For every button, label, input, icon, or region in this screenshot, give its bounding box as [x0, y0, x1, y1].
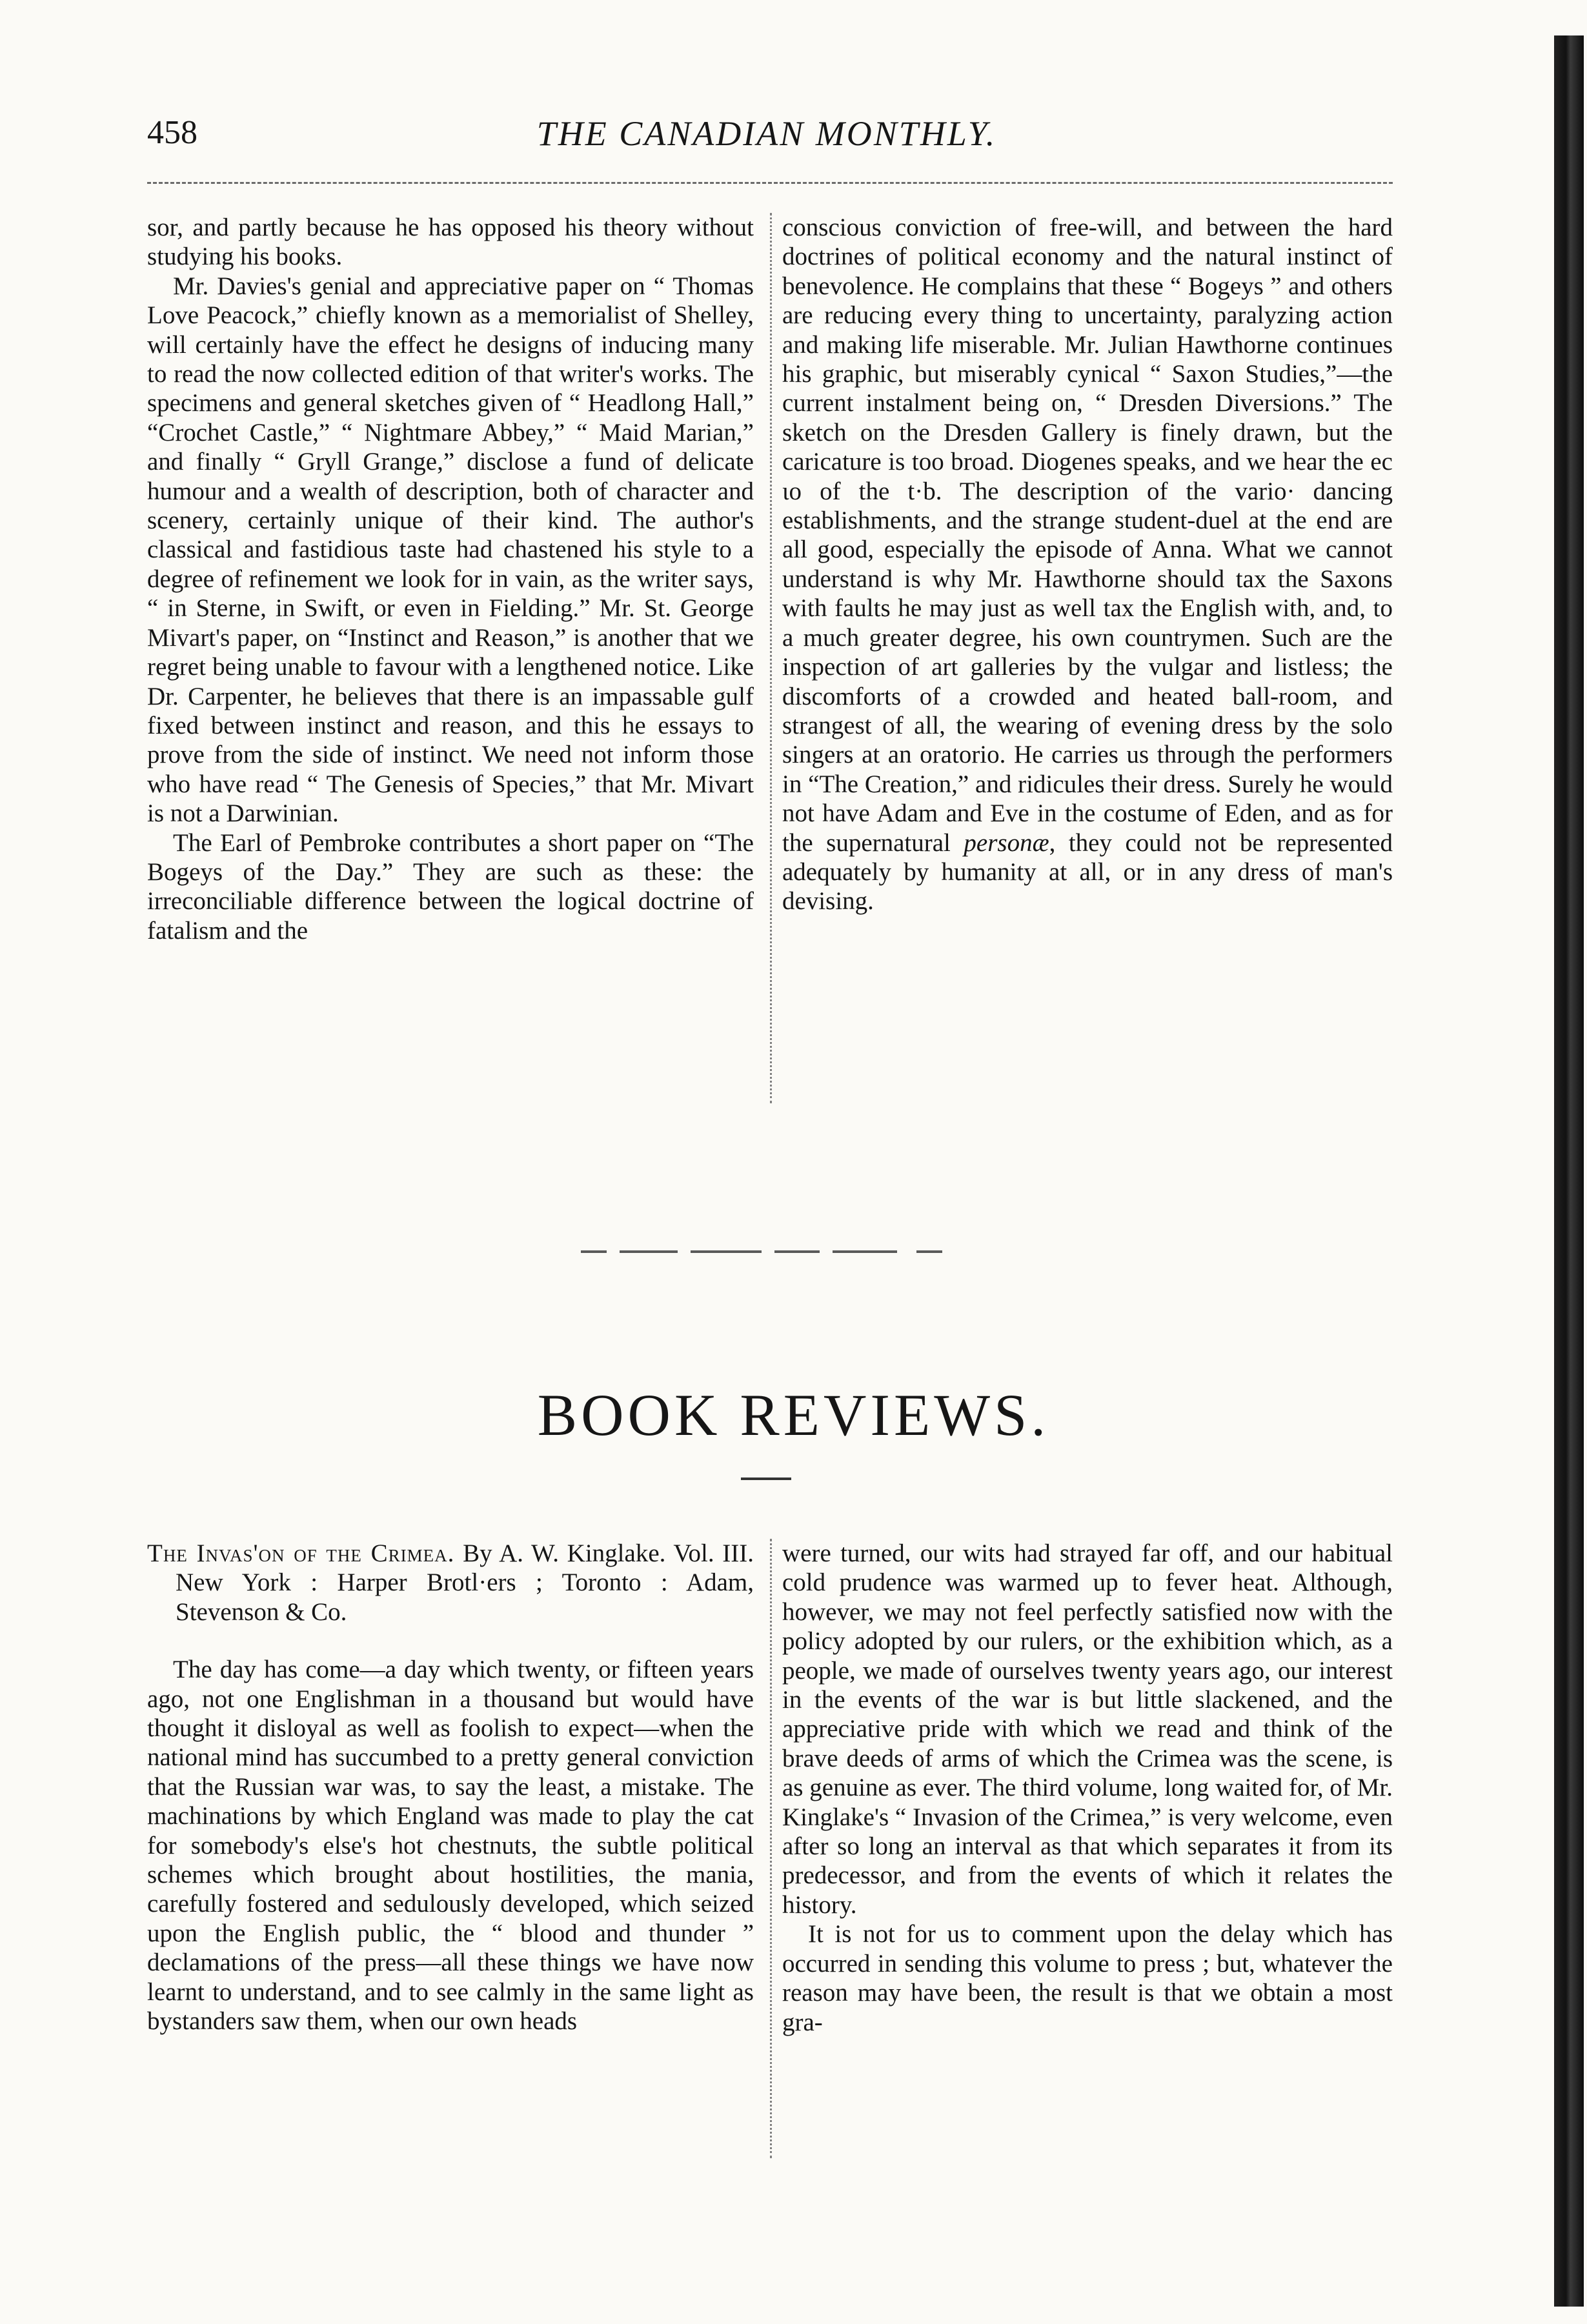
column-divider	[770, 213, 772, 1103]
header-rule	[147, 182, 1393, 184]
binding-edge	[1554, 35, 1584, 2307]
review-book-title: The Invas'on of the Crimea.	[147, 1539, 455, 1567]
paragraph: sor, and partly because he has opposed his theory without studying his books.	[147, 214, 754, 271]
paragraph	[782, 213, 1393, 916]
review-publication-details: By A. W. Kinglake. Vol. III. New York : Harper Brotl·ers ; Toronto : Adam, Stevenson & Co.	[176, 1539, 754, 1626]
top-right-column	[782, 213, 1393, 916]
italic-word: personæ	[964, 828, 1049, 857]
paragraph: The day has come—a day which twenty, or fifteen years ago, not one Englishman in a thousand but would have thought it disloyal as well as foolish to expect—when the national mind has succumbed to a pretty general conviction that the Russian war was, to say the least, a mistake. The machinations by which England was made to play the cat for somebody's else's hot chestnuts, the subtle political schemes which brought about hostilities, the mania, carefully fostered and sedulously developed, which seized upon the English public, the “ blood and thunder ” declamations of the press—all these things we have now learnt to understand, and to see calmly in the same light as bystanders saw them, when our own heads	[147, 1656, 754, 2036]
heading-rule	[741, 1478, 791, 1480]
top-left-column	[147, 213, 754, 945]
page-header	[147, 108, 1399, 166]
text-run: conscious conviction of free-will, and between the hard doctrines of political economy and the natural instinct of benevolence. He complains that these “ Bogeys ” and others are reducing every thing to uncertainty, paralyzing action and making life miserable. Mr. Julian Hawthorne continues his graphic, but miserably cynical “ Saxon Studies,”—the current instalment being on, “ Dresden Diversions.” The sketch on the Dresden Gallery is finely drawn, but the caricature is too broad. Diogenes speaks, and we hear the ec ιo of the t·b. The description of the vario· dancing establishments, and the strange student-duel at the end are all good, especially the episode of Anna. What we cannot understand is why Mr. Hawthorne should tax the Saxons with faults he may just as well tax the English with, and, to a much greater degree, his own countrymen. Such are the inspection of art galleries by the vulgar and listless; the discomforts of a crowded and heated ball-room, and strangest of all, the wearing of evening dress by the solo singers at an oratorio. He carries us through the performers in “The Creation,” and ridicules their dress. Surely he would not have Adam and Eve in the costume of Eden, and as for the supernatural	[782, 214, 1393, 857]
paragraph: It is not for us to comment upon the delay which has occurred in sending this volume to press ; but, whatever the reason may have been, the result is that we obtain a most gra-	[782, 1920, 1393, 2036]
review-left-column	[147, 1539, 754, 2036]
review-right-column	[782, 1539, 1393, 2037]
review-citation	[147, 1539, 754, 1627]
section-ornament	[568, 1245, 955, 1258]
page-number: 458	[147, 114, 197, 151]
running-title: THE CANADIAN MONTHLY.	[536, 114, 997, 153]
paragraph: Mr. Davies's genial and appreciative paper on “ Thomas Love Peacock,” chiefly known as a memorialist of Shelley, will certainly have the effect he designs of inducing many to read the now collected edition of that writer's works. The specimens and general sketches given of “ Headlong Hall,” “Crochet Castle,” “ Nightmare Abbey,” “ Maid Marian,” and finally “ Gryll Grange,” disclose a fund of delicate humour and a wealth of description, both of character and scenery, certainly unique of their kind. The author's classical and fastidious taste had chastened his style to a degree of refinement we look for in vain, as the writer says, “ in Sterne, in Swift, or even in Fielding.” Mr. St. George Mivart's paper, on “Instinct and Reason,” is another that we regret being unable to favour with a lengthened notice. Like Dr. Carpenter, he believes that there is an impassable gulf fixed between instinct and reason, and this he essays to prove from the side of instinct. We need not inform those who have read “ The Genesis of Species,” that Mr. Mivart is not a Darwinian.	[147, 272, 754, 828]
section-heading: BOOK REVIEWS.	[537, 1382, 1050, 1448]
text-run: , they could not be represented adequately by humanity at all, or in any dress of man's devising.	[782, 828, 1393, 916]
column-divider	[770, 1539, 772, 2158]
paragraph: were turned, our wits had strayed far off, and our habitual cold prudence was warmed up to fever heat. Although, however, we may not feel perfectly satisfied now with the policy adopted by our rulers, or the exhibition which, as a people, we made of ourselves twenty years ago, our interest in the events of the war is but little slackened, and the appreciative pride with which we read and think of the brave deeds of arms of which the Crimea was the scene, is as genuine as ever. The third volume, long waited for, of Mr. Kinglake's “ Invasion of the Crimea,” is very welcome, even after so long an interval as that which separates it from its predecessor, and from the events of which it relates the history.	[782, 1539, 1393, 1919]
paragraph: The Earl of Pembroke contributes a short paper on “The Bogeys of the Day.” They are such as these: the irreconciliable difference between the logical doctrine of fatalism and the	[147, 828, 754, 945]
